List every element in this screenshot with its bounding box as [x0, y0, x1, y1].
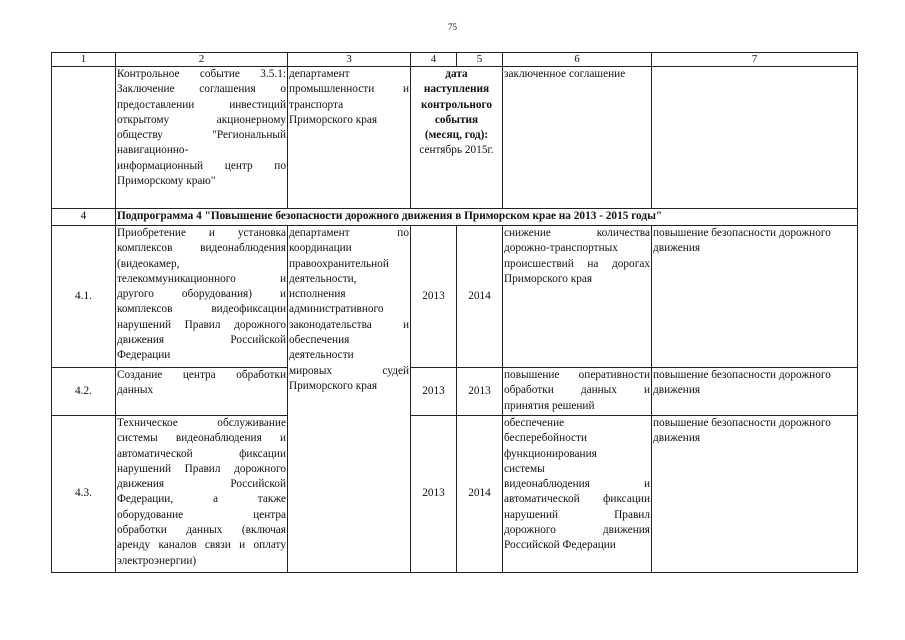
header-cell: 1 [52, 53, 116, 67]
target-indicator [652, 226, 858, 368]
text-line: навигационно- [117, 144, 189, 157]
text-line: происшествий на дорогах [504, 257, 650, 270]
text-line: исполнения [289, 288, 346, 301]
text-line: системы [504, 462, 545, 475]
text-line: координации [289, 242, 352, 255]
text-line: оборудование центра [117, 508, 286, 521]
text-line: автоматической фиксации [117, 447, 286, 460]
text-line: заключенное соглашение [504, 68, 626, 80]
text-line: Федерации, а также [117, 493, 286, 506]
subprogram-row [52, 209, 858, 226]
text-line: правоохранительной [289, 257, 389, 270]
text-line: обеспечения [289, 334, 350, 347]
text-line: Приморского края [289, 113, 378, 126]
event-date-value: сентябрь 2015г. [419, 144, 494, 157]
row-number: 4.3. [52, 416, 116, 573]
text-line: обработки данных (включая [117, 524, 286, 537]
text-line: административного [289, 303, 384, 316]
event-date-cell [411, 67, 503, 209]
end-year: 2013 [457, 368, 503, 416]
activity-name [116, 416, 288, 573]
text-line: информационный центр по [117, 159, 286, 172]
text-line: видеонаблюдения и [504, 478, 650, 491]
text-line: Контрольное событие 3.5.1: [117, 68, 286, 80]
header-cell: 3 [288, 53, 411, 67]
expected-result [503, 416, 652, 573]
text-line: повышение безопасности дорожного [653, 227, 831, 239]
table-row [52, 226, 858, 368]
event-result [503, 67, 652, 209]
header-cell: 4 [411, 53, 457, 67]
end-year: 2014 [457, 226, 503, 368]
event-number-cell [52, 67, 116, 209]
text-line: обработки данных и [504, 384, 650, 397]
event-description [116, 67, 288, 209]
start-year: 2013 [411, 368, 457, 416]
text-line: электроэнергии) [117, 554, 197, 567]
header-cell: 2 [116, 53, 288, 67]
table-row [52, 368, 858, 416]
text-line: комплексов видеофиксации [117, 303, 286, 316]
text-line: движения Российской [117, 334, 286, 347]
text-line: бесперебойности [504, 432, 588, 445]
subprogram-number: 4 [52, 209, 116, 226]
program-table [51, 52, 858, 573]
end-year: 2014 [457, 416, 503, 573]
text-line: деятельности, [289, 272, 357, 285]
text-line: департамент [289, 68, 350, 80]
text-line: нарушений Правил дорожного [117, 318, 286, 331]
responsible-executor-continued [288, 416, 411, 573]
event-responsible [288, 67, 411, 209]
text-line: департамент по [289, 227, 409, 239]
text-line: предоставлении инвестиций [117, 98, 286, 111]
text-line: (месяц, год): [424, 129, 489, 142]
text-line: повышение безопасности дорожного [653, 417, 831, 429]
start-year: 2013 [411, 226, 457, 368]
text-line: принятия решений [504, 399, 595, 412]
text-line: Приморского края [504, 272, 593, 285]
text-line: мировых судей [289, 364, 409, 377]
expected-result [503, 368, 652, 416]
text-line: открытому акционерному [117, 113, 286, 126]
text-line: транспорта [289, 98, 344, 111]
text-line: нарушений Правил [504, 508, 650, 521]
text-line: движения Российской [117, 478, 286, 491]
text-line: движения [653, 432, 701, 445]
text-line: телекоммуникационного и [117, 272, 286, 285]
table-row [52, 416, 858, 573]
text-line: нарушений Правил дорожного [117, 462, 286, 475]
text-line: Федерации [117, 349, 171, 362]
text-line: дата [445, 68, 468, 80]
subprogram-title: Подпрограмма 4 "Повышение безопасности дорожного движения в Приморском крае на 2013 - 2015 годы" [116, 209, 858, 226]
text-line: дорожного движения [504, 524, 650, 537]
text-line: контрольного [421, 98, 492, 111]
header-cell: 5 [457, 53, 503, 67]
text-line: Создание центра обработки [117, 369, 286, 381]
row-number: 4.1. [52, 226, 116, 368]
start-year: 2013 [411, 416, 457, 573]
text-line: повышение оперативности [504, 369, 650, 381]
text-line: функционирования [504, 447, 597, 460]
text-line: (видеокамер, [117, 257, 180, 270]
event-col7 [652, 67, 858, 209]
text-line: снижение количества [504, 227, 650, 239]
page-number: 75 [448, 22, 457, 32]
text-line: движения [653, 242, 701, 255]
target-indicator [652, 416, 858, 573]
text-line: Российской Федерации [504, 539, 616, 552]
text-line: повышение безопасности дорожного [653, 369, 831, 381]
activity-name [116, 368, 288, 416]
text-line: законодательства и [289, 318, 409, 331]
text-line: данных [117, 384, 154, 397]
text-line: Заключение соглашения о [117, 83, 286, 96]
text-line: Приобретение и установка [117, 227, 286, 239]
text-line: Приморского края [289, 379, 378, 392]
text-line: движения [653, 384, 701, 397]
text-line: аренду каналов связи и оплату [117, 539, 286, 552]
text-line: обеспечение [504, 417, 565, 429]
header-cell: 6 [503, 53, 652, 67]
target-indicator [652, 368, 858, 416]
control-event-row [52, 67, 858, 209]
text-line: Приморскому краю" [117, 175, 216, 188]
text-line: дорожно-транспортных [504, 242, 618, 255]
text-line: комплексов видеонаблюдения [117, 242, 286, 255]
row-number: 4.2. [52, 368, 116, 416]
text-line: обществу "Региональный [117, 129, 286, 142]
header-cell: 7 [652, 53, 858, 67]
column-number-header [52, 53, 858, 67]
text-line: промышленности и [289, 83, 409, 96]
text-line: наступления [423, 83, 490, 96]
expected-result [503, 226, 652, 368]
text-line: события [434, 113, 479, 126]
text-line: автоматической фиксации [504, 493, 650, 506]
activity-name [116, 226, 288, 368]
text-line: Техническое обслуживание [117, 417, 286, 429]
responsible-executor [288, 226, 411, 416]
text-line: системы видеонаблюдения и [117, 432, 286, 445]
text-line: деятельности [289, 349, 354, 362]
text-line: другого оборудования) и [117, 288, 286, 301]
